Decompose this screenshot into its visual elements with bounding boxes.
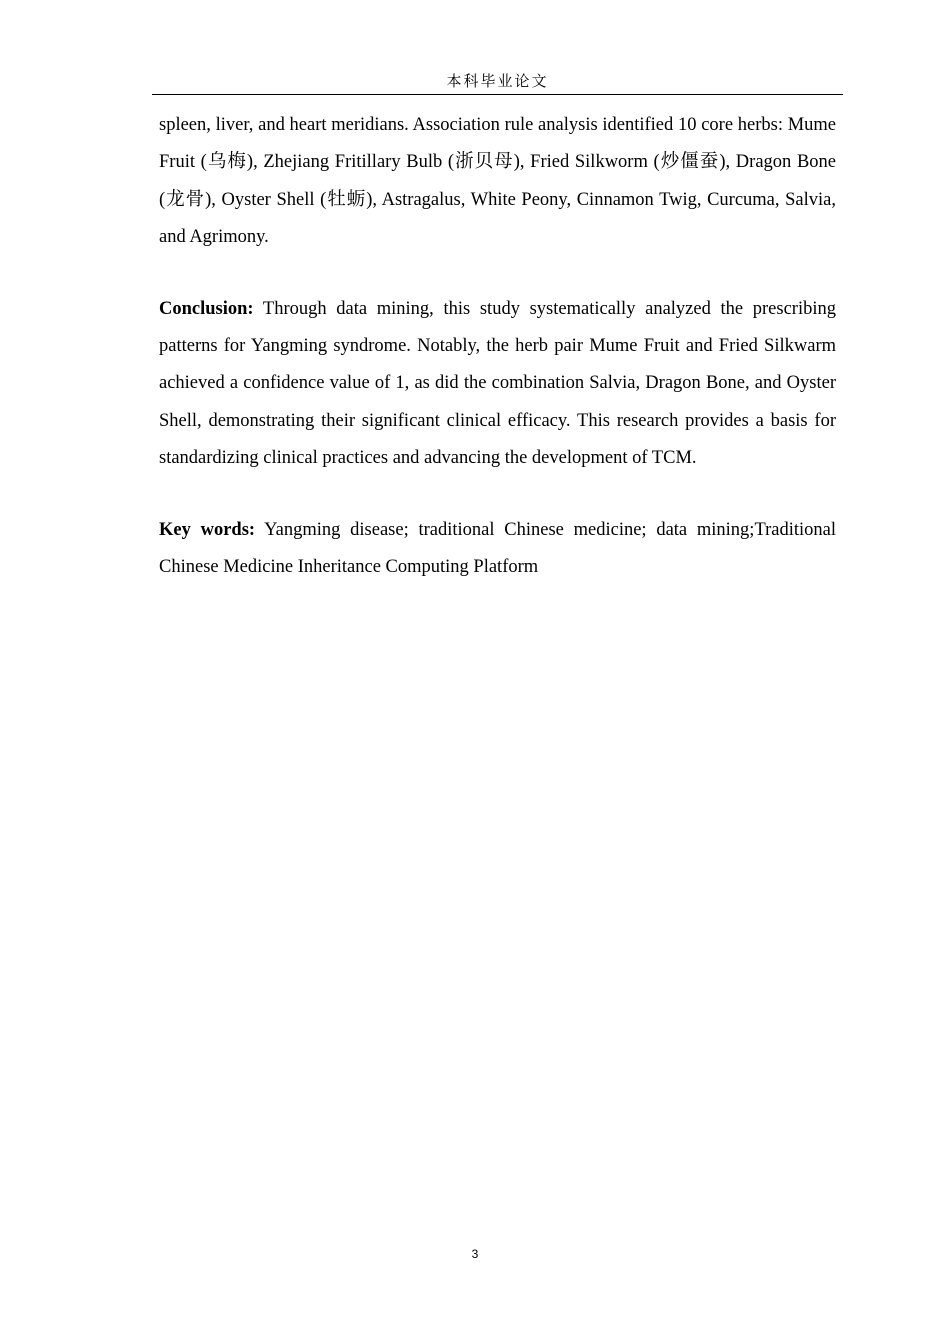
conclusion-text: Through data mining, this study systematically analyzed the prescribing patterns for Yangming syndrome. Notably, the herb pair Mume Fruit and Fried Silkwarm achieved a confidence value of 1, as did the combination Salvia, Dragon Bone, and Oyster Shell, demonstrating their significant clinical efficacy. This research provides a basis for standardizing clinical practices and advancing the development of TCM.: [159, 298, 836, 468]
keywords-text: Yangming disease; traditional Chinese medicine; data mining;Traditional Chinese Medicine Inheritance Computing Platform: [159, 519, 836, 577]
keywords-paragraph: [159, 512, 836, 587]
running-header: [152, 70, 843, 95]
document-body: [159, 107, 836, 586]
page-number: 3: [471, 1247, 479, 1261]
conclusion-paragraph: [159, 291, 836, 477]
conclusion-label: Conclusion:: [159, 298, 254, 319]
keywords-label: Key words:: [159, 519, 256, 540]
abstract-continuation-paragraph: spleen, liver, and heart meridians. Association rule analysis identified 10 core herbs: Mume Fruit (乌梅), Zhejiang Fritillary Bulb (浙贝母), Fried Silkworm (炒僵蚕), Dragon Bone (龙骨), Oyster Shell (牡蛎), Astragalus, White Peony, Cinnamon Twig, Curcuma, Salvia, and Agrimony.: [159, 115, 836, 247]
header-title: 本科毕业论文: [446, 72, 549, 90]
